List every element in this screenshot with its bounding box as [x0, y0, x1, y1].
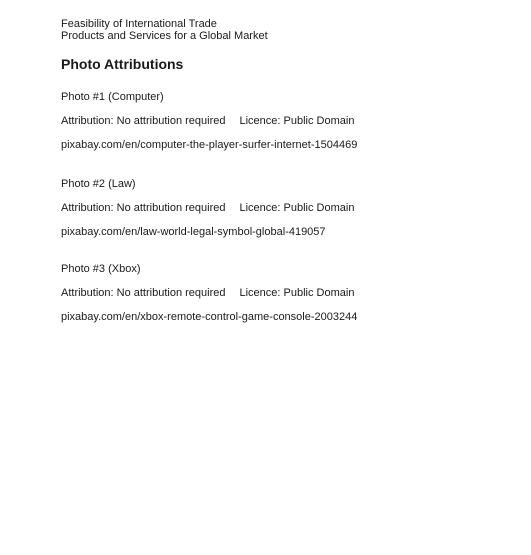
section-heading: Photo Attributions	[61, 56, 184, 72]
photo-source-link[interactable]: pixabay.com/en/computer-the-player-surfer-internet-1504469	[61, 139, 358, 151]
attribution-text: Attribution: No attribution required	[61, 115, 226, 127]
photo-attribution-1	[61, 91, 358, 151]
attribution-text: Attribution: No attribution required	[61, 202, 226, 214]
document-header-line-2: Products and Services for a Global Market	[61, 30, 268, 42]
licence-text: Licence: Public Domain	[239, 287, 355, 299]
photo-source-link[interactable]: pixabay.com/en/law-world-legal-symbol-global-419057	[61, 226, 326, 238]
photo-title: Photo #2 (Law)	[61, 178, 136, 190]
attribution-row	[61, 287, 354, 300]
photo-source-link[interactable]: pixabay.com/en/xbox-remote-control-game-console-2003244	[61, 311, 358, 323]
photo-title: Photo #1 (Computer)	[61, 91, 164, 103]
document-header-line-1: Feasibility of International Trade	[61, 18, 217, 30]
photo-attribution-3	[61, 263, 358, 323]
attribution-text: Attribution: No attribution required	[61, 287, 226, 299]
licence-text: Licence: Public Domain	[239, 202, 355, 214]
photo-title: Photo #3 (Xbox)	[61, 263, 141, 275]
licence-text: Licence: Public Domain	[239, 115, 355, 127]
attribution-row	[61, 202, 354, 215]
document-page	[61, 18, 501, 323]
attribution-row	[61, 115, 354, 128]
photo-attribution-2	[61, 178, 355, 238]
